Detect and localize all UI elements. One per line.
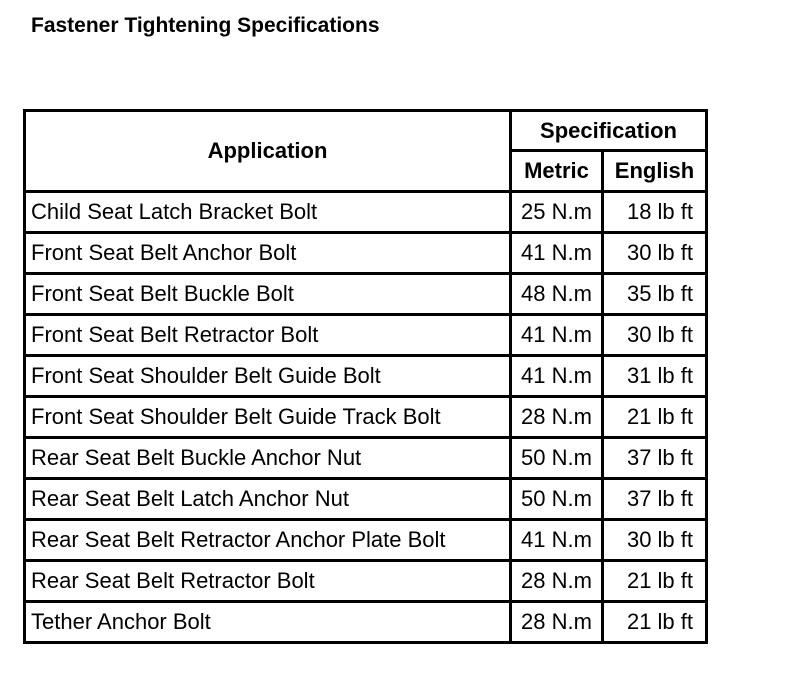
cell-metric: 48 N.m [511, 274, 603, 315]
table-row [25, 315, 707, 356]
column-header-application: Application [25, 111, 511, 192]
table-row [25, 397, 707, 438]
column-header-metric: Metric [511, 151, 603, 192]
page-title: Fastener Tightening Specifications [31, 14, 380, 37]
table-row [25, 438, 707, 479]
table-row [25, 479, 707, 520]
cell-application: Child Seat Latch Bracket Bolt [25, 192, 511, 233]
cell-application: Rear Seat Belt Latch Anchor Nut [25, 479, 511, 520]
cell-metric: 28 N.m [511, 561, 603, 602]
cell-application: Front Seat Shoulder Belt Guide Bolt [25, 356, 511, 397]
table-row [25, 192, 707, 233]
cell-application: Front Seat Shoulder Belt Guide Track Bolt [25, 397, 511, 438]
cell-english: 30 lb ft [603, 520, 707, 561]
cell-english: 21 lb ft [603, 602, 707, 643]
table-row [25, 233, 707, 274]
cell-metric: 50 N.m [511, 438, 603, 479]
cell-english: 18 lb ft [603, 192, 707, 233]
cell-metric: 41 N.m [511, 356, 603, 397]
cell-application: Rear Seat Belt Buckle Anchor Nut [25, 438, 511, 479]
cell-english: 21 lb ft [603, 397, 707, 438]
cell-metric: 28 N.m [511, 602, 603, 643]
column-header-english: English [603, 151, 707, 192]
cell-english: 35 lb ft [603, 274, 707, 315]
table-row [25, 274, 707, 315]
cell-metric: 28 N.m [511, 397, 603, 438]
cell-application: Tether Anchor Bolt [25, 602, 511, 643]
fastener-spec-table [23, 109, 708, 644]
cell-english: 21 lb ft [603, 561, 707, 602]
cell-application: Rear Seat Belt Retractor Bolt [25, 561, 511, 602]
cell-application: Front Seat Belt Anchor Bolt [25, 233, 511, 274]
column-header-specification: Specification [511, 111, 707, 151]
cell-metric: 50 N.m [511, 479, 603, 520]
table-row [25, 602, 707, 643]
cell-english: 30 lb ft [603, 233, 707, 274]
cell-english: 31 lb ft [603, 356, 707, 397]
cell-metric: 41 N.m [511, 315, 603, 356]
cell-application: Rear Seat Belt Retractor Anchor Plate Bolt [25, 520, 511, 561]
cell-english: 30 lb ft [603, 315, 707, 356]
table-row [25, 561, 707, 602]
cell-application: Front Seat Belt Buckle Bolt [25, 274, 511, 315]
cell-metric: 41 N.m [511, 520, 603, 561]
cell-metric: 25 N.m [511, 192, 603, 233]
cell-metric: 41 N.m [511, 233, 603, 274]
table-row [25, 356, 707, 397]
table-header-row [25, 111, 707, 151]
table-row [25, 520, 707, 561]
cell-english: 37 lb ft [603, 479, 707, 520]
cell-english: 37 lb ft [603, 438, 707, 479]
cell-application: Front Seat Belt Retractor Bolt [25, 315, 511, 356]
